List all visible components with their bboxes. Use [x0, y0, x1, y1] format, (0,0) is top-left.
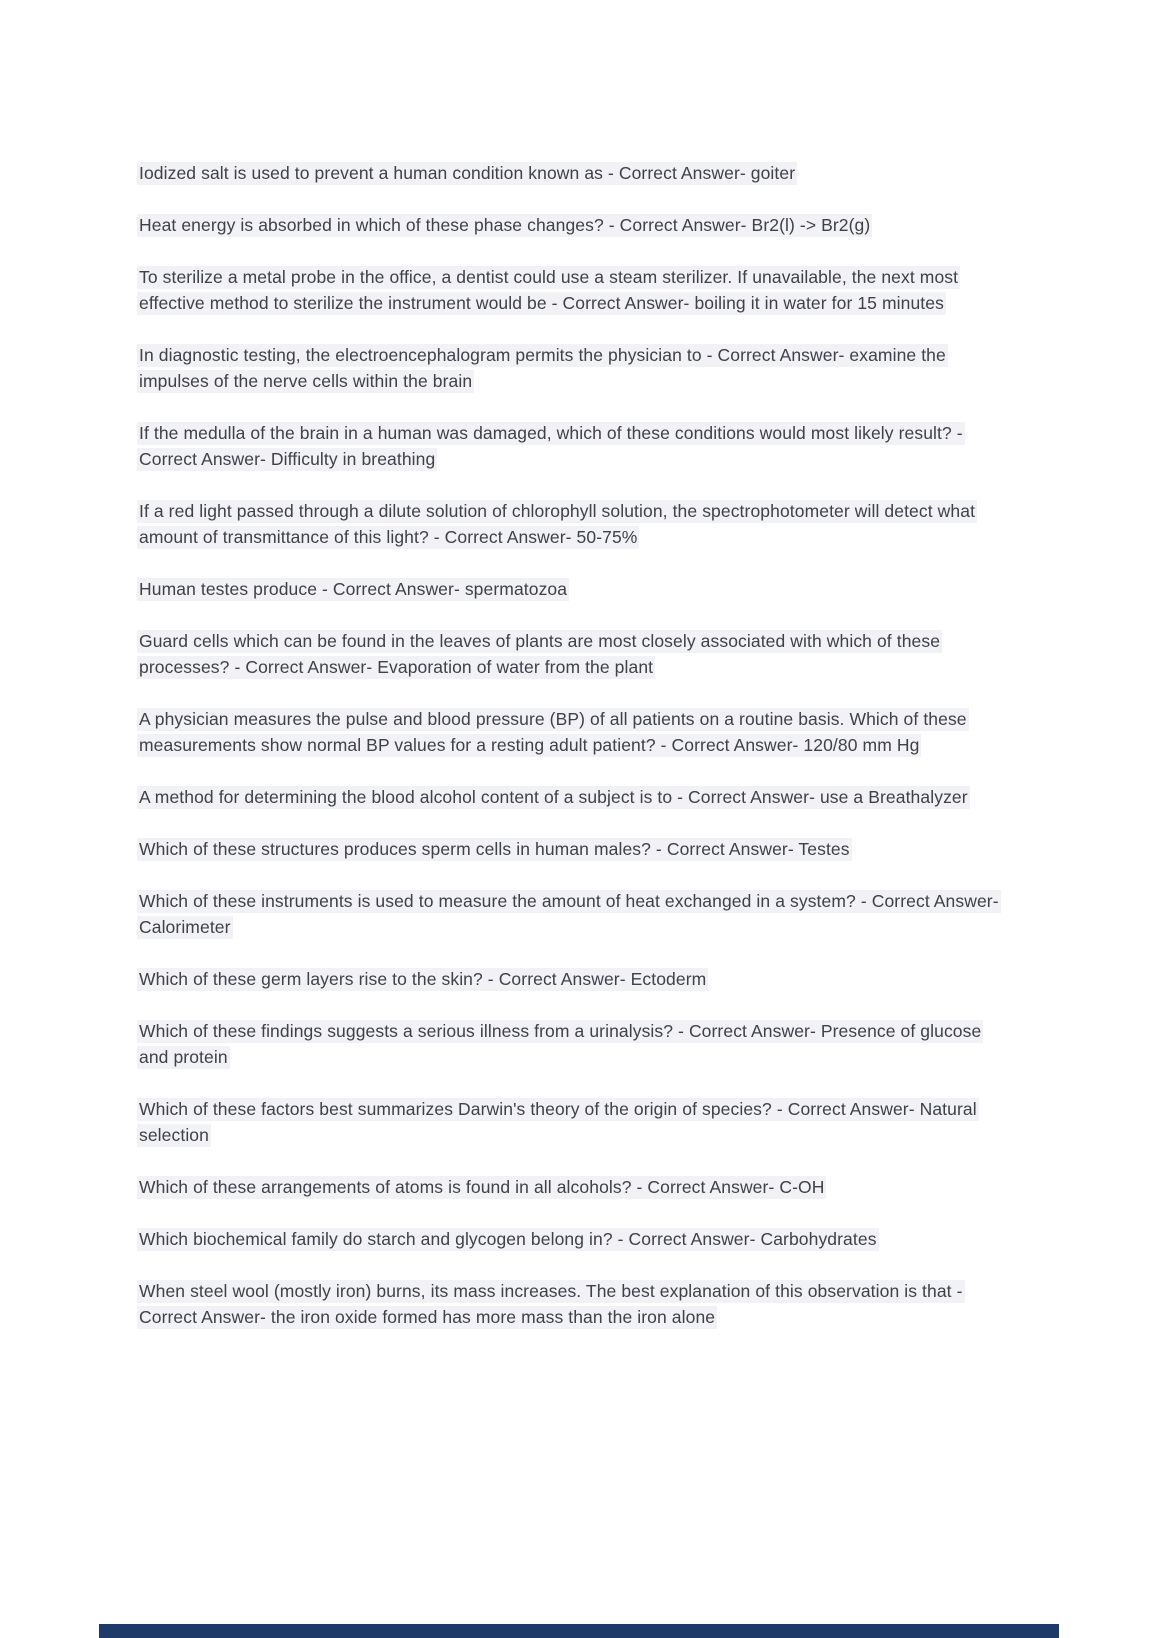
next-page-edge-bar — [99, 1624, 1059, 1638]
qa-text: Which biochemical family do starch and glycogen belong in? - Correct Answer- Carbohydrates — [139, 1229, 877, 1249]
qa-paragraph — [137, 706, 1012, 758]
qa-text: Guard cells which can be found in the leaves of plants are most closely associated with which of these processes? - Correct Answer- Evaporation of water from the plant — [139, 631, 941, 677]
qa-text: Which of these germ layers rise to the skin? - Correct Answer- Ectoderm — [139, 969, 707, 989]
qa-paragraph — [137, 498, 1012, 550]
qa-text: If a red light passed through a dilute solution of chlorophyll solution, the spectrophotometer will detect what amount of transmittance of this light? - Correct Answer- 50-75% — [139, 501, 976, 547]
qa-paragraph — [137, 836, 1012, 862]
qa-text: Iodized salt is used to prevent a human condition known as - Correct Answer- goiter — [139, 163, 796, 183]
qa-paragraph — [137, 1018, 1012, 1070]
qa-text: Heat energy is absorbed in which of these phase changes? - Correct Answer- Br2(l) -> Br2(g) — [139, 215, 871, 235]
qa-paragraph — [137, 888, 1012, 940]
qa-paragraph — [137, 576, 1012, 602]
qa-paragraph — [137, 160, 1012, 186]
qa-paragraph — [137, 212, 1012, 238]
qa-text: Which of these structures produces sperm cells in human males? - Correct Answer- Testes — [139, 839, 850, 859]
qa-paragraph — [137, 1278, 1012, 1330]
qa-paragraph — [137, 628, 1012, 680]
qa-text: In diagnostic testing, the electroencephalogram permits the physician to - Correct Answer- examine the impulses of the nerve cells within the brain — [139, 345, 946, 391]
qa-paragraph — [137, 264, 1012, 316]
qa-text: A physician measures the pulse and blood pressure (BP) of all patients on a routine basis. Which of these measurements show normal BP values for a resting adult patient? - Correct Answer- 120/80 mm Hg — [139, 709, 967, 755]
qa-text: Which of these instruments is used to measure the amount of heat exchanged in a system? - Correct Answer- Calorimeter — [139, 891, 999, 937]
qa-text: Human testes produce - Correct Answer- spermatozoa — [139, 579, 568, 599]
qa-text: Which of these arrangements of atoms is found in all alcohols? - Correct Answer- C-OH — [139, 1177, 825, 1197]
qa-paragraph — [137, 784, 1012, 810]
qa-text: Which of these findings suggests a serious illness from a urinalysis? - Correct Answer- Presence of glucose and protein — [139, 1021, 982, 1067]
qa-paragraph — [137, 1096, 1012, 1148]
qa-paragraph — [137, 966, 1012, 992]
qa-text: If the medulla of the brain in a human was damaged, which of these conditions would most likely result? - Correct Answer- Difficulty in breathing — [139, 423, 963, 469]
qa-text: When steel wool (mostly iron) burns, its mass increases. The best explanation of this observation is that - Correct Answer- the iron oxide formed has more mass than the iron alone — [139, 1281, 963, 1327]
qa-paragraph — [137, 342, 1012, 394]
qa-paragraph — [137, 1226, 1012, 1252]
qa-paragraph — [137, 420, 1012, 472]
qa-text: Which of these factors best summarizes Darwin's theory of the origin of species? - Correct Answer- Natural selection — [139, 1099, 977, 1145]
qa-paragraph — [137, 1174, 1012, 1200]
qa-text: To sterilize a metal probe in the office, a dentist could use a steam sterilizer. If unavailable, the next most effective method to sterilize the instrument would be - Correct Answer- boiling it in water for 15 minutes — [139, 267, 959, 313]
qa-text: A method for determining the blood alcohol content of a subject is to - Correct Answer- use a Breathalyzer — [139, 787, 968, 807]
